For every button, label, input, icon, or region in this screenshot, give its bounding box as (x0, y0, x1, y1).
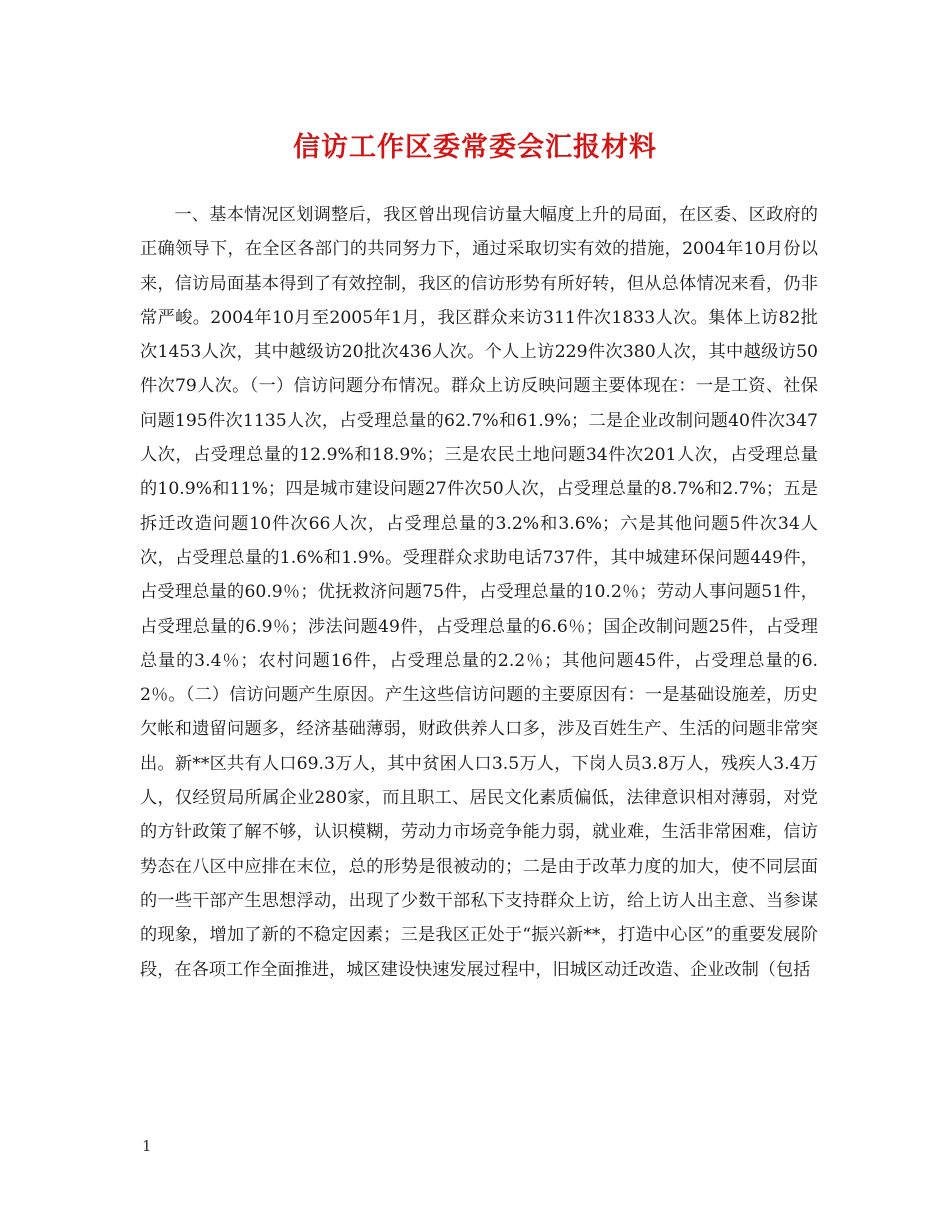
body-paragraph: 一、基本情况区划调整后，我区曾出现信访量大幅度上升的局面，在区委、区政府的正确领导下，在全区各部门的共同努力下，通过采取切实有效的措施，2004年10月份以来，信访局面基本得到了有效控制，我区的信访形势有所好转，但从总体情况来看，仍非常严峻。2004年10月至2005年1月，我区群众来访311件次1833人次。集体上访82批次1453人次，其中越级访20批次436人次。个人上访229件次380人次，其中越级访50件次79人次。（一）信访问题分布情况。群众上访反映问题主要体现在：一是工资、社保问题195件次1135人次，占受理总量的62.7%和61.9%；二是企业改制问题40件次347人次，占受理总量的12.9%和18.9%；三是农民土地问题34件次201人次，占受理总量的10.9%和11%；四是城市建设问题27件次50人次，占受理总量的8.7%和2.7%；五是拆迁改造问题10件次66人次，占受理总量的3.2%和3.6%；六是其他问题5件次34人次，占受理总量的1.6%和1.9%。受理群众求助电话737件，其中城建环保问题449件，占受理总量的60.9％；优抚救济问题75件，占受理总量的10.2％；劳动人事问题51件，占受理总量的6.9％；涉法问题49件，占受理总量的6.6％；国企改制问题25件，占受理总量的3.4％；农村问题16件，占受理总量的2.2％；其他问题45件，占受理总量的6.2％。（二）信访问题产生原因。产生这些信访问题的主要原因有：一是基础设施差，历史欠帐和遗留问题多，经济基础薄弱，财政供养人口多，涉及百姓生产、生活的问题非常突出。新**区共有人口69.3万人，其中贫困人口3.5万人，下岗人员3.8万人，残疾人3.4万人，仅经贸局所属企业280家，而且职工、居民文化素质偏低，法律意识相对薄弱，对党的方针政策了解不够，认识模糊，劳动力市场竞争能力弱，就业难，生活非常困难，信访势态在八区中应排在末位，总的形势是很被动的；二是由于改革力度的加大，使不同层面的一些干部产生思想浮动，出现了少数干部私下支持群众上访，给上访人出主意、当参谋的现象，增加了新的不稳定因素；三是我区正处于“振兴新**，打造中心区”的重要发展阶段，在各项工作全面推进，城区建设快速发展过程中，旧城区动迁改造、企业改制（包括 (140, 205, 818, 980)
page-number: 1 (142, 1137, 152, 1155)
document-title: 信访工作区委常委会汇报材料 (293, 132, 657, 163)
